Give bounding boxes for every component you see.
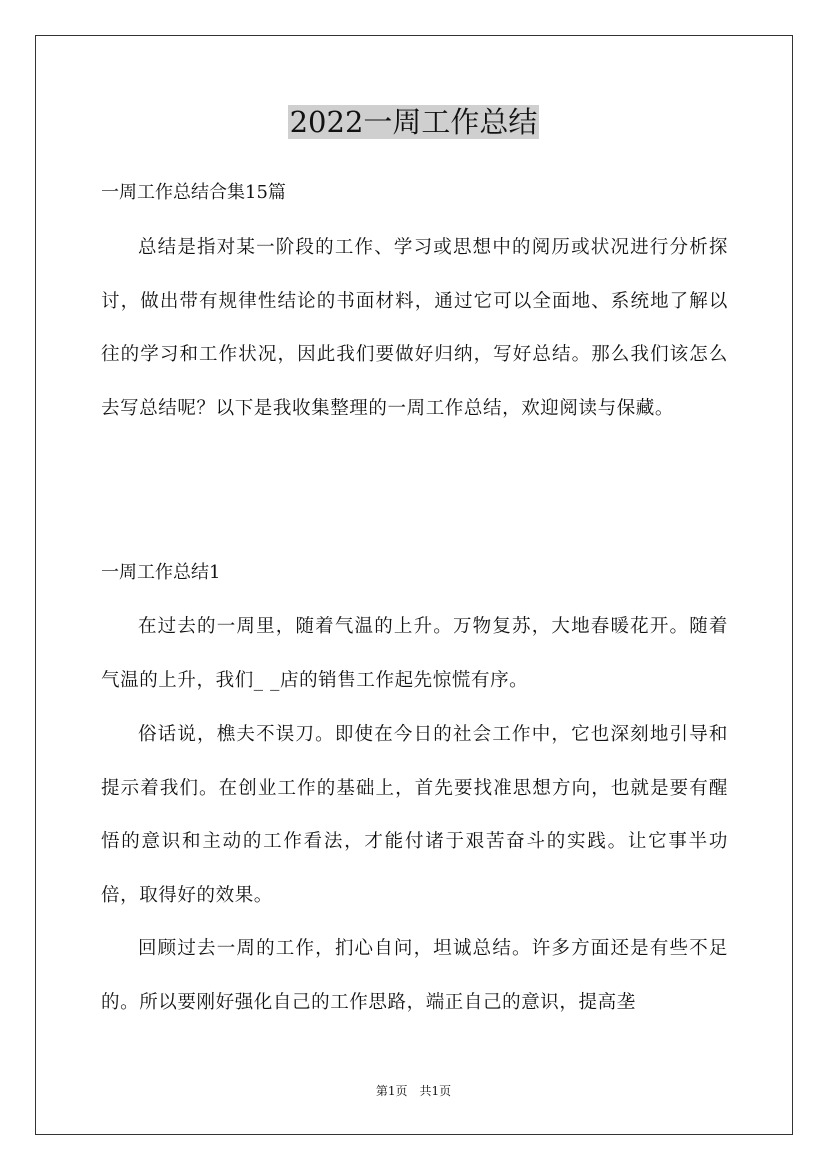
intro-paragraph: 总结是指对某一阶段的工作、学习或思想中的阅历或状况进行分析探讨，做出带有规律性结论的书面材料，通过它可以全面地、系统地了解以往的学习和工作状况，因此我们要做好归纳，写好总结。那么我们该怎么去写总结呢？以下是我收集整理的一周工作总结，欢迎阅读与保藏。 [101, 237, 728, 419]
section-heading: 一周工作总结1 [101, 562, 221, 583]
body-paragraph-2: 俗话说，樵夫不误刀。即使在今日的社会工作中，它也深刻地引导和提示着我们。在创业工作的基础上，首先要找准思想方向，也就是要有醒悟的意识和主动的工作看法，才能付诸于艰苦奋斗的实践。让它事半功倍，取得好的效果。 [101, 724, 728, 906]
page-footer: 第1页 共1页 [375, 1084, 452, 1098]
body-paragraph-1: 在过去的一周里，随着气温的上升。万物复苏，大地春暖花开。随着气温的上升，我们_ _店的销售工作起先惊慌有序。 [101, 616, 728, 691]
document-title [0, 102, 827, 142]
document-title-text: 2022一周工作总结 [289, 105, 538, 139]
subtitle: 一周工作总结合集15篇 [101, 182, 286, 203]
body-paragraph-3: 回顾过去一周的工作，扪心自问，坦诚总结。许多方面还是有些不足的。所以要刚好强化自己的工作思路，端正自己的意识，提高垄 [101, 938, 728, 1013]
